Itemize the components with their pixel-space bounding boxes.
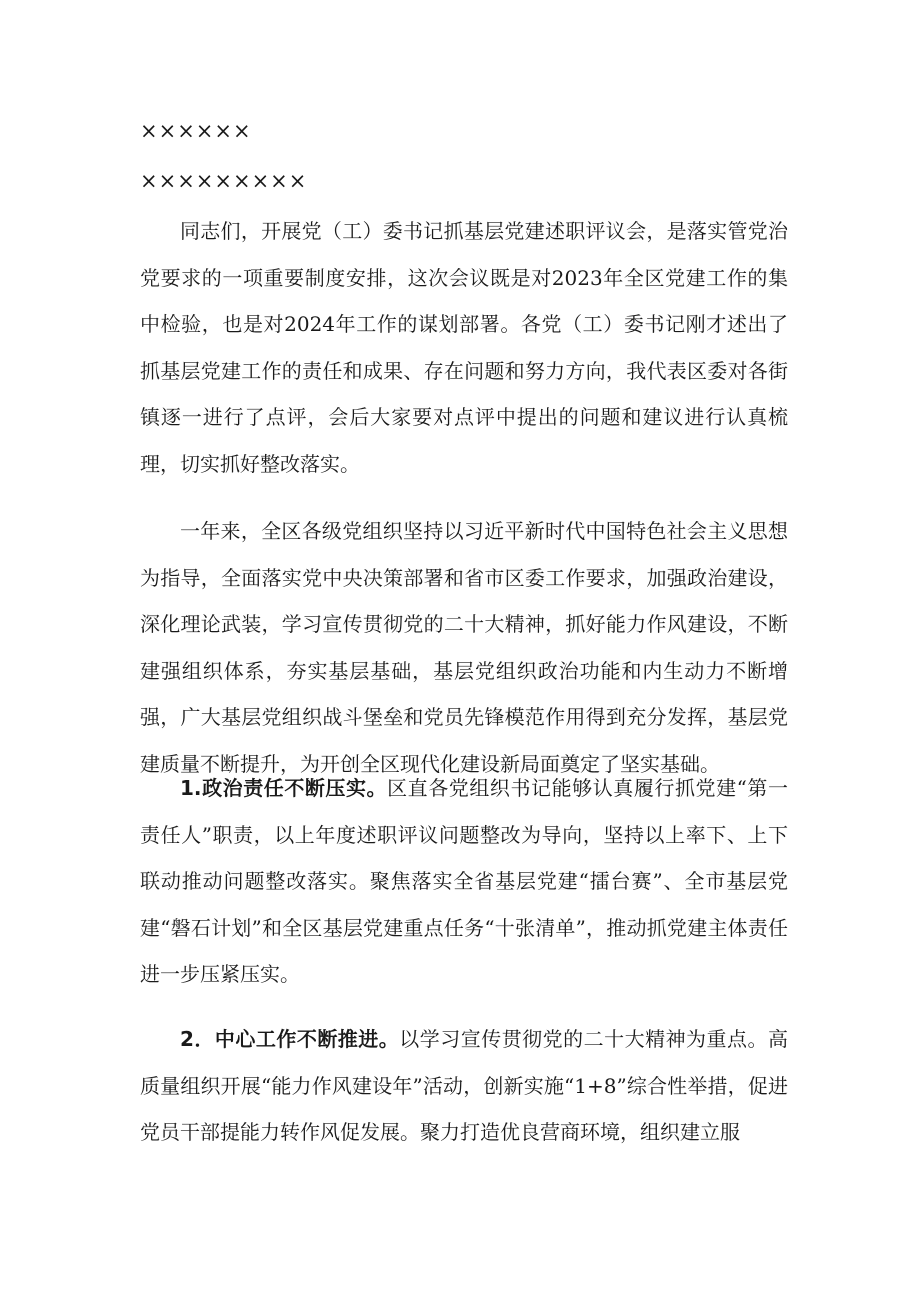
paragraph-point-1 [140, 765, 788, 998]
redacted-header-line-1: ×××××× [140, 119, 252, 143]
redacted-header-line-2: ××××××××× [140, 169, 308, 193]
point-2-body: 以学习宣传贯彻党的二十大精神为重点。高质量组织开展“能力作风建设年”活动，创新实施“1+8”综合性举措，促进党员干部提能力转作风促发展。聚力打造优良营商环境，组织建立服 [140, 1027, 789, 1144]
paragraph-overview: 一年来，全区各级党组织坚持以习近平新时代中国特色社会主义思想为指导，全面落实党中央决策部署和省市区委工作要求，加强政治建设，深化理论武装，学习宣传贯彻党的二十大精神，抓好能力作风建设，不断建强组织体系，夯实基层基础，基层党组织政治功能和内生动力不断增强，广大基层党组织战斗堡垒和党员先锋模范作用得到充分发挥，基层党建质量不断提升，为开创全区现代化建设新局面奠定了坚实基础。 [140, 519, 788, 776]
point-1-body: 区直各党组织书记能够认真履行抓党建“第一责任人”职责，以上年度述职评议问题整改为导向，坚持以上率下、上下联动推动问题整改落实。聚焦落实全省基层党建“擂台赛”、全市基层党建“磐石计划”和全区基层党建重点任务“十张清单”，推动抓党建主体责任进一步压紧压实。 [140, 776, 788, 986]
point-1-heading: 1.政治责任不断压实。 [180, 776, 388, 800]
point-2-heading: 2．中心工作不断推进。 [180, 1027, 400, 1051]
paragraph-point-2 [140, 1016, 788, 1156]
paragraph-opening: 同志们，开展党（工）委书记抓基层党建述职评议会，是落实管党治党要求的一项重要制度安排，这次会议既是对2023年全区党建工作的集中检验，也是对2024年工作的谋划部署。各党（工）委书记刚才述出了抓基层党建工作的责任和成果、存在问题和努力方向，我代表区委对各街镇逐一进行了点评，会后大家要对点评中提出的问题和建议进行认真梳理，切实抓好整改落实。 [140, 219, 788, 476]
